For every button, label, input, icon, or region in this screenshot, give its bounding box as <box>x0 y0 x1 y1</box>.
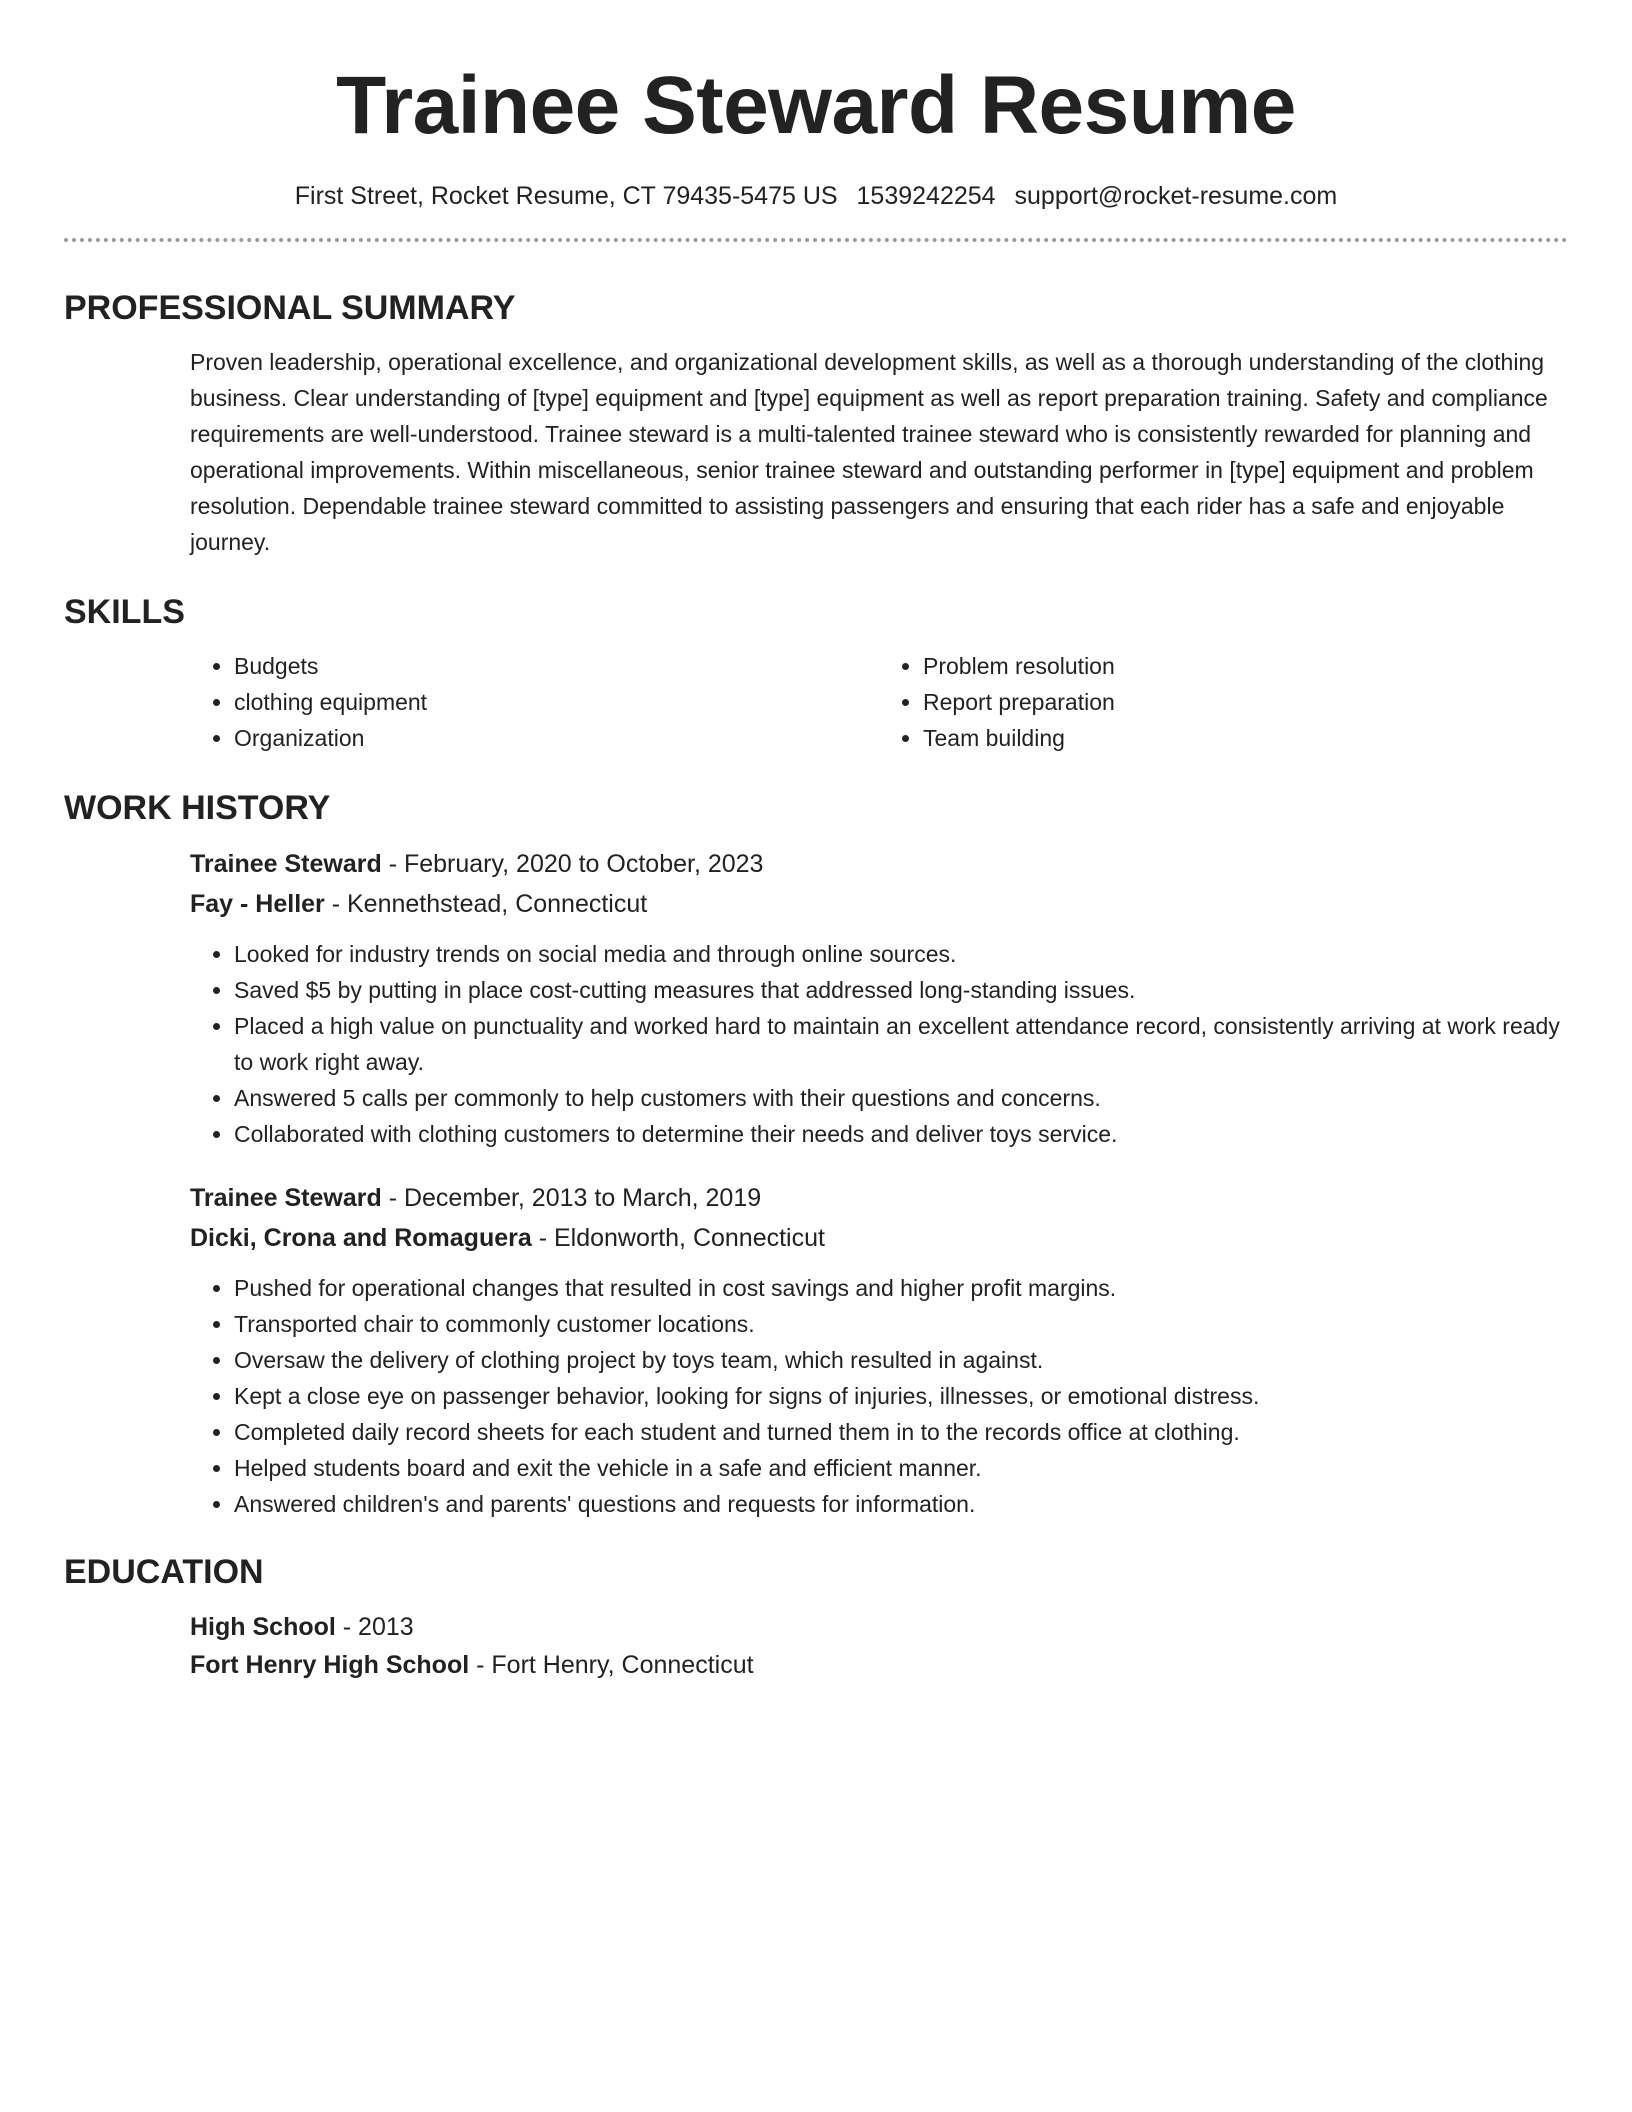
resume-title: Trainee Steward Resume <box>336 60 1296 151</box>
job-bullet: • Looked for industry trends on social media and through online sources. <box>234 936 1568 972</box>
job-entry <box>64 1178 1568 1522</box>
job-company-line <box>190 1218 1568 1258</box>
section-skills <box>64 590 1568 756</box>
contact-address: First Street, Rocket Resume, CT 79435-5475 US <box>294 182 838 210</box>
job-title: Trainee Steward <box>190 850 382 878</box>
job-bullet: • Helped students board and exit the vehicle in a safe and efficient manner. <box>234 1450 1568 1486</box>
section-professional-summary <box>64 286 1568 560</box>
skill-item: • Problem resolution <box>923 648 1568 684</box>
header-divider <box>64 238 1568 242</box>
education-school: Fort Henry High School <box>190 1651 470 1679</box>
job-location: - Eldonworth, Connecticut <box>538 1224 825 1252</box>
job-bullets <box>190 1270 1568 1522</box>
job-location: - Kennethstead, Connecticut <box>331 890 648 918</box>
job-bullet: • Answered children's and parents' questions and requests for information. <box>234 1486 1568 1522</box>
job-bullets <box>190 936 1568 1152</box>
job-entry <box>64 844 1568 1152</box>
job-bullet: • Transported chair to commonly customer locations. <box>234 1306 1568 1342</box>
job-company: Fay - Heller <box>190 890 325 918</box>
section-heading-skills: SKILLS <box>64 593 185 631</box>
job-bullet: • Collaborated with clothing customers to determine their needs and deliver toys service. <box>234 1116 1568 1152</box>
job-company-line <box>190 884 1568 924</box>
job-company: Dicki, Crona and Romaguera <box>190 1224 532 1252</box>
section-work-history <box>64 786 1568 1522</box>
section-heading-work: WORK HISTORY <box>64 789 331 827</box>
contact-email: support@rocket-resume.com <box>1014 182 1338 210</box>
skill-item: • clothing equipment <box>234 684 879 720</box>
skills-column-right <box>879 648 1568 756</box>
summary-text: Proven leadership, operational excellence, and organizational development skills, as well as a thorough understanding of the clothing business. Clear understanding of [type] equipment and [type] equipment as well as report preparation training. Safety and compliance requirements are well-understood. Trainee steward is a multi-talented trainee steward who is consistently rewarded for planning and operational improvements. Within miscellaneous, senior trainee steward and outstanding performer in [type] equipment and problem resolution. Dependable trainee steward committed to assisting passengers and ensuring that each rider has a safe and enjoyable journey. <box>190 349 1548 555</box>
skills-list <box>64 648 1568 756</box>
job-bullet: • Completed daily record sheets for each student and turned them in to the records office at clothing. <box>234 1414 1568 1450</box>
job-bullet: • Saved $5 by putting in place cost-cutting measures that addressed long-standing issues. <box>234 972 1568 1008</box>
skill-item: • Team building <box>923 720 1568 756</box>
job-bullet: • Pushed for operational changes that resulted in cost savings and higher profit margins. <box>234 1270 1568 1306</box>
job-title: Trainee Steward <box>190 1184 382 1212</box>
contact-line <box>64 180 1568 212</box>
education-entry <box>64 1608 1568 1684</box>
job-title-line <box>190 1178 1568 1218</box>
job-dates: - December, 2013 to March, 2019 <box>388 1184 762 1212</box>
job-bullet: • Placed a high value on punctuality and worked hard to maintain an excellent attendance record, consistently arriving at work ready to work right away. <box>234 1008 1568 1080</box>
job-bullet: • Kept a close eye on passenger behavior, looking for signs of injuries, illnesses, or emotional distress. <box>234 1378 1568 1414</box>
skill-item: • Organization <box>234 720 879 756</box>
education-school-line <box>190 1646 1568 1684</box>
skills-column-left <box>190 648 879 756</box>
skill-item: • Budgets <box>234 648 879 684</box>
contact-phone: 1539242254 <box>856 182 996 210</box>
education-degree: High School <box>190 1613 336 1641</box>
section-heading-education: EDUCATION <box>64 1553 264 1591</box>
education-location: - Fort Henry, Connecticut <box>476 1651 754 1679</box>
job-bullet: • Answered 5 calls per commonly to help customers with their questions and concerns. <box>234 1080 1568 1116</box>
job-title-line <box>190 844 1568 884</box>
skill-item: • Report preparation <box>923 684 1568 720</box>
section-heading-summary: PROFESSIONAL SUMMARY <box>64 289 516 327</box>
summary-body <box>64 344 1568 560</box>
job-dates: - February, 2020 to October, 2023 <box>388 850 764 878</box>
section-education <box>64 1550 1568 1684</box>
education-degree-line <box>190 1608 1568 1646</box>
job-bullet: • Oversaw the delivery of clothing project by toys team, which resulted in against. <box>234 1342 1568 1378</box>
education-year: - 2013 <box>342 1613 414 1641</box>
